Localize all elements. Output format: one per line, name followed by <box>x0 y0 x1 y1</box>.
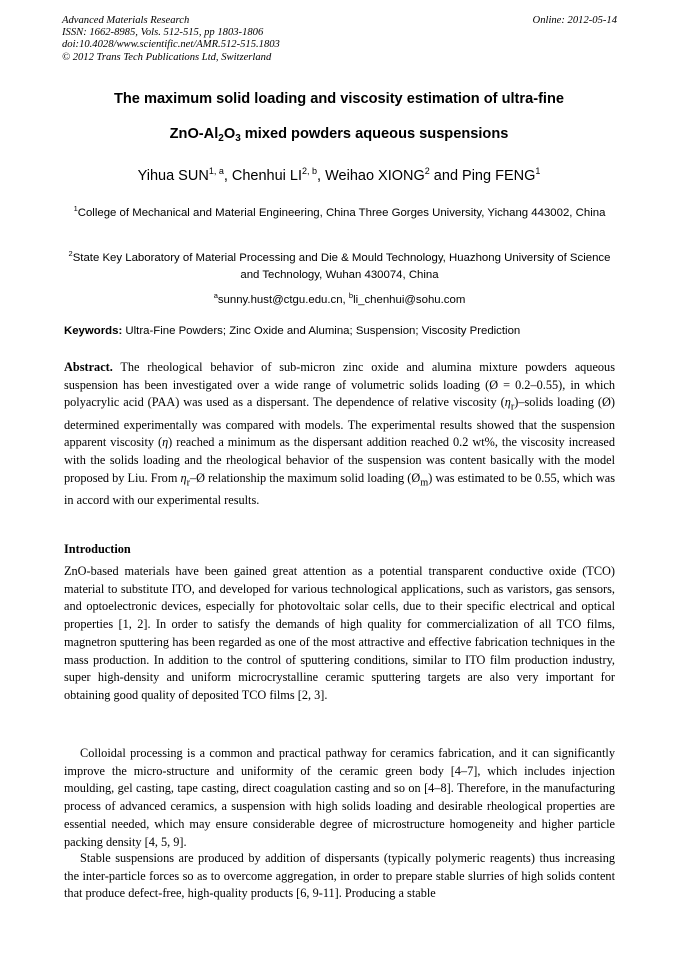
title-text: mixed powders aqueous suspensions <box>240 126 509 142</box>
abstract-text: –Ø relationship the maximum solid loading (Ø <box>190 470 421 485</box>
author-superscript: 2, b <box>302 166 318 176</box>
intro-paragraph-3: Stable suspensions are produced by addition of dispersants (typically polymeric reagents) thus increasing the inter-particle forces so as to overcome aggregation, in order to prepare stable slurries of high solids content that produce defect-free, high-quality products [6, 9-11]. Producing a stable <box>64 851 615 901</box>
email-text: li_chenhui@sohu.com <box>353 293 466 306</box>
abstract <box>64 359 615 510</box>
author-name: , Chenhui LI <box>223 167 303 184</box>
author-superscript: 1, a <box>208 166 224 176</box>
online-date: Online: 2012-05-14 <box>532 15 617 26</box>
symbol-eta: η <box>180 470 187 485</box>
abstract-label: Abstract. <box>64 360 113 374</box>
intro-paragraph-1: ZnO-based materials have been gained great attention as a potential transparent conductive oxide (TCO) material to substitute ITO, and developed for various technological applications, such as varistors, gas sensors, and optoelectronic devices, especially for photovoltaic solar cells, due to their specific electrical and optical properties [1, 2]. In order to satisfy the demands of high quality for commercialization of all TCO films, magnetron sputtering has been regarded as one of the most attractive and effective fabrication techniques in the mass production. In addition to the control of sputtering conditions, similar to ITO film production industry, super high-density and uniform microcrystalline ceramic sputtering targets are also very important for obtaining good quality of deposited TCO films [2, 3]. <box>64 564 615 702</box>
author-emails <box>64 287 615 309</box>
affiliation-1 <box>64 200 615 222</box>
author-name: , Weihao XIONG <box>317 167 425 184</box>
affiliation-marker: 2 <box>68 249 73 258</box>
journal-header <box>62 15 617 64</box>
affiliation-2 <box>64 245 615 284</box>
symbol-eta: η <box>162 435 169 450</box>
title-text: O <box>223 126 236 142</box>
author-name: and Ping FENG <box>429 167 536 184</box>
affiliation-marker: 1 <box>73 204 78 213</box>
email-marker: a <box>213 291 218 300</box>
abstract-text: ) reached a minimum as the dispersant addition reached 0.2 wt%, the viscosity increased with the solids loading and the rheological behavior of the suspension was content basically with the model proposed by Liu. From <box>64 435 615 485</box>
paper-title-line-1: The maximum solid loading and viscosity estimation of ultra-fine <box>113 91 565 107</box>
affiliation-text: State Key Laboratory of Material Processing and Die & Mould Technology, Huazhong University of Science and Technology, Wuhan 430074, China <box>72 251 611 281</box>
intro-paragraph-2: Colloidal processing is a common and practical pathway for ceramics fabrication, and it can significantly improve the micro-structure and uniformity of the ceramic green body [4–7], which includes injection moulding, gel casting, tape casting, direct coagulation casting and so on [4–8]. Therefore, in the manufacturing process of advanced ceramics, a suspension with high solids loading and desirable rheological properties are essential needed, which may ensure considerable degree of microstructure homogeneity and higher particle packing density [4, 5, 9]. <box>64 746 615 849</box>
author-list <box>30 166 648 184</box>
title-subscript: 2 <box>218 133 224 144</box>
keywords <box>64 323 615 339</box>
title-subscript: 3 <box>235 133 241 144</box>
abstract-text: ) was estimated to be 0.55, which was in accord with our experimental results. <box>64 470 616 507</box>
symbol-subscript: m <box>420 477 429 489</box>
email-marker: b <box>348 291 354 300</box>
section-heading-introduction: Introduction <box>64 542 131 556</box>
title-text: ZnO-Al <box>169 126 219 142</box>
symbol-subscript: r <box>186 477 191 489</box>
journal-name: Advanced Materials Research <box>62 15 190 26</box>
author-superscript: 1 <box>535 166 541 176</box>
issn-line: ISSN: 1662-8985, Vols. 512-515, pp 1803-1806 <box>62 27 264 39</box>
abstract-text: The rheological behavior of sub-micron zinc oxide and alumina mixture powders aqueous suspension has been investigated over a wide range of volumetric solids loading (Ø = 0.2–0.55), in which polyacrylic acid (PAA) was used as a dispersant. The dependence of relative viscosity ( <box>64 360 615 410</box>
copyright-line: © 2012 Trans Tech Publications Ltd, Switzerland <box>62 51 272 63</box>
symbol-subscript: r <box>510 401 515 413</box>
abstract-text: )–solids loading (Ø) determined experimentally was compared with models. The experimental results showed that the suspension apparent viscosity ( <box>64 395 615 450</box>
keywords-label: Keywords: <box>64 325 123 337</box>
affiliation-text: College of Mechanical and Material Engineering, China Three Gorges University, Yichang 443002, China <box>77 206 606 219</box>
doi-line: doi:10.4028/www.scientific.net/AMR.512-515.1803 <box>62 39 280 51</box>
author-name: Yihua SUN <box>137 167 209 184</box>
paper-title-line-2 <box>30 126 648 142</box>
author-superscript: 2 <box>424 166 430 176</box>
keywords-text: Ultra-Fine Powders; Zinc Oxide and Alumina; Suspension; Viscosity Prediction <box>122 325 521 337</box>
symbol-eta: η <box>504 395 511 410</box>
email-text: sunny.hust@ctgu.edu.cn, <box>217 293 349 306</box>
